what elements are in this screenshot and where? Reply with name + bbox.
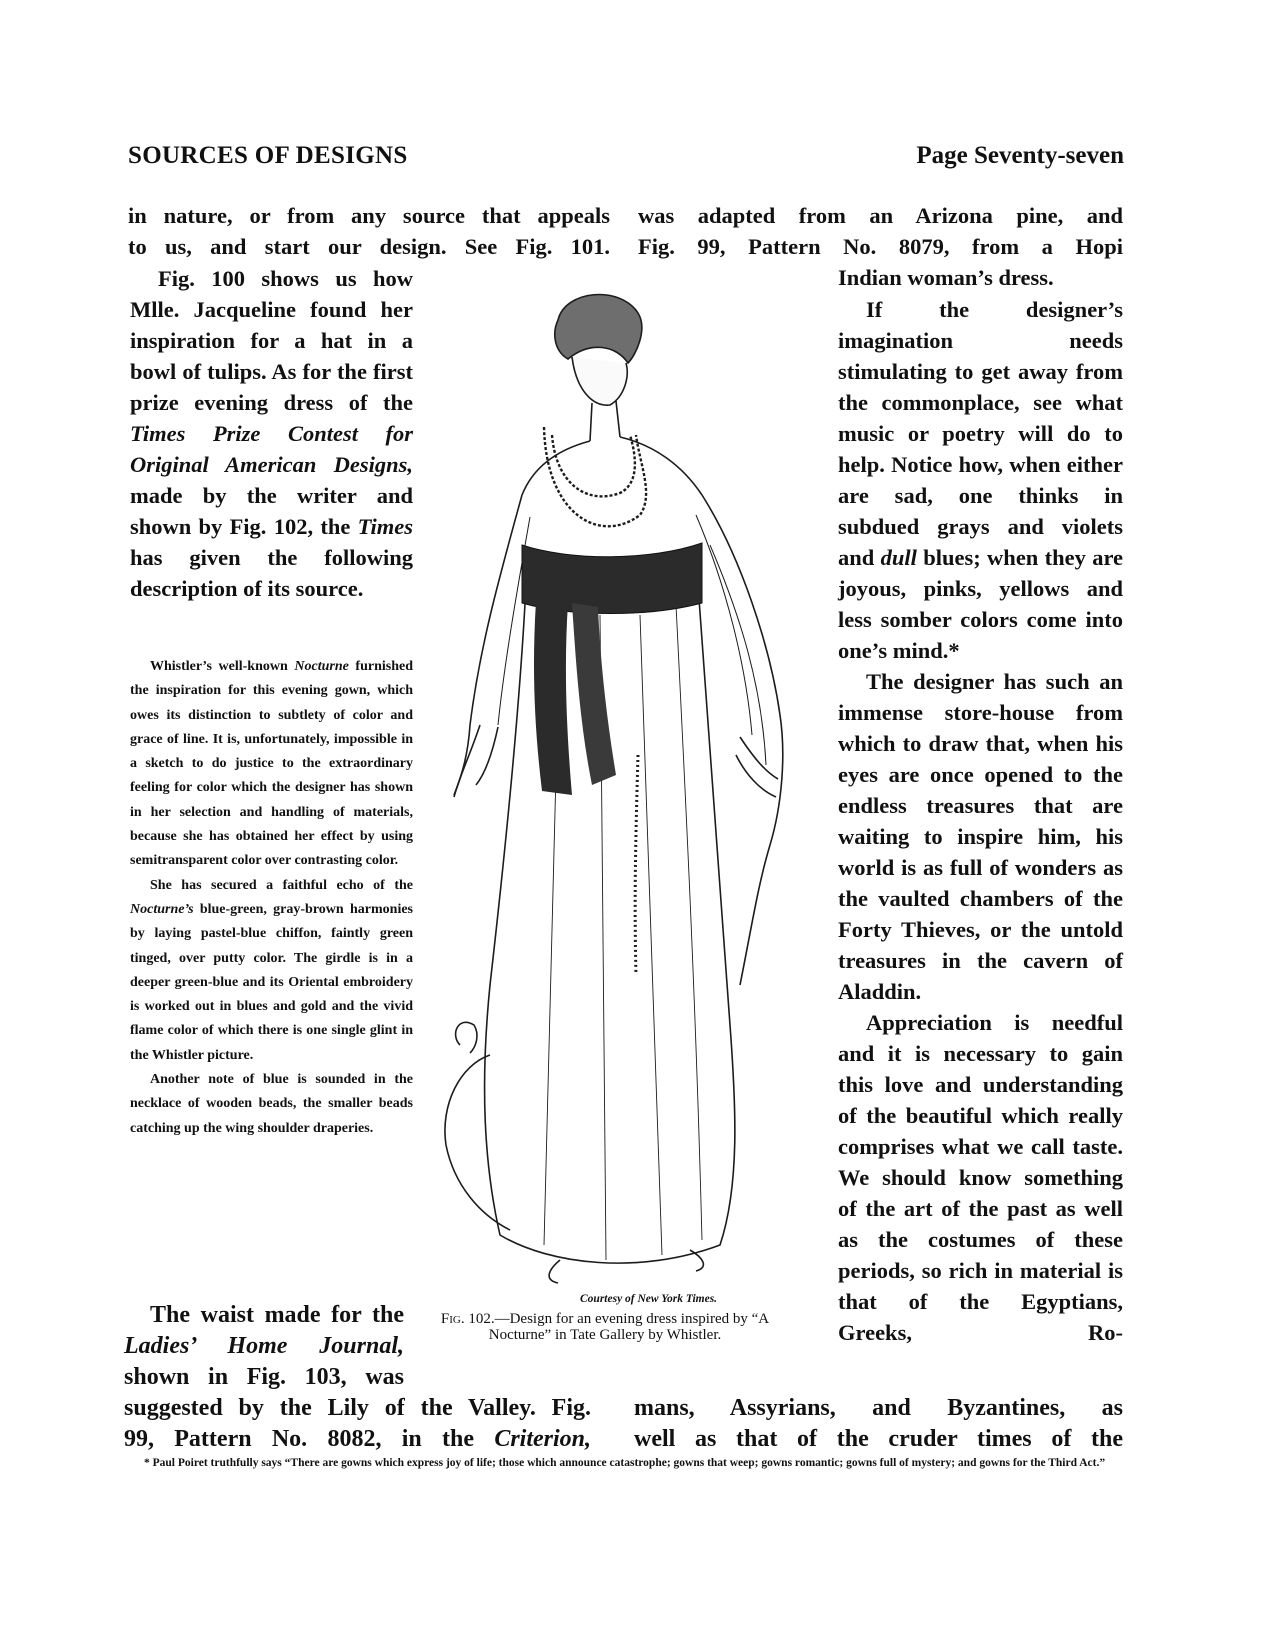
sash-tail-right	[572, 603, 616, 785]
sash-tail-left	[534, 601, 572, 795]
right-para-2: The designer has such an immense store-house from which to draw that, when his eyes are once opened to the endless treasures that are waiting to inspire him, his world is as full of wonders as the vaulted chambers of the Forty Thieves, or the untold treasures in the cavern of Aladdin.	[838, 669, 1123, 1004]
bottom-left-wide	[124, 1393, 591, 1455]
top-right-line-1: was adapted from an Arizona pine, and	[638, 203, 1123, 228]
figure-102	[440, 285, 820, 1343]
top-left-line-1: in nature, or from any source that appeals	[128, 203, 610, 228]
bottom-right-line-1: mans, Assyrians, and Byzantines, as	[634, 1395, 1123, 1421]
top-right-line-2: Fig. 99, Pattern No. 8079, from a Hopi	[638, 234, 1123, 259]
page-number: Page Seventy-seven	[916, 142, 1124, 169]
left-para-italic-1: Times Prize Contest for Original American Designs,	[130, 421, 413, 477]
quote-1-italic: Nocturne	[294, 659, 349, 674]
left-para-text-2: made by the writer and shown by Fig. 102, the	[130, 483, 413, 539]
quote-paragraph-2	[130, 874, 413, 1068]
figure-caption	[428, 1311, 782, 1343]
quote-1a: Whistler’s well-known	[150, 659, 288, 674]
bottom-right-line-2: well as that of the cruder times of the	[634, 1426, 1123, 1452]
journal-title: Ladies’ Home Journal,	[124, 1333, 404, 1359]
figure-credit: Courtesy of New York Times.	[580, 1293, 718, 1305]
quote-paragraph-3: Another note of blue is sounded in the necklace of wooden beads, the smaller beads catching up the wing shoulder draperies.	[130, 1072, 413, 1136]
bottom-left-line-4: suggested by the Lily of the Valley. Fig.	[124, 1395, 591, 1421]
bottom-left-line-2	[124, 1331, 404, 1362]
bottom-left-line-1: The waist made for the	[150, 1302, 404, 1328]
running-head-title: SOURCES OF DESIGNS	[128, 142, 408, 169]
quote-2b: blue-green, gray-brown harmonies by laying pastel-blue chiffon, faintly green tinged, over putty color. The girdle is in a deeper green-blue and its Oriental embroidery is worked out in blues and gold and the vivid flame color of which there is one single glint in the Whistler picture.	[130, 901, 413, 1063]
bottom-left-narrow	[124, 1300, 404, 1393]
left-paragraph	[130, 263, 413, 604]
right-column	[838, 294, 1123, 1348]
right-para-1	[838, 294, 1123, 666]
right-para-1-italic: dull	[880, 545, 917, 570]
criterion-title: Criterion,	[494, 1426, 592, 1452]
quote-2a: She has secured a faithful echo of the	[150, 877, 413, 893]
bottom-right-wide	[634, 1393, 1123, 1455]
top-right-lines	[638, 200, 1123, 293]
quoted-description	[130, 655, 413, 1141]
right-para-1-end: blues; when they are joyous, pinks, yellows and less somber colors come into one’s mind.*	[838, 545, 1124, 663]
top-left-lines	[128, 200, 610, 262]
right-para-3: Appreciation is needful and it is necessary to gain this love and understanding of the beautiful which really comprises what we call taste. We should know something of the art of the past as well as the costumes of these periods, so rich in material is that of the Egyptians, Greeks, Ro-	[838, 1010, 1123, 1345]
evening-gown-illustration	[440, 285, 820, 1325]
right-para-1-text: If the designer’s imagination needs stimulating to get away from the commonplace, see what music or poetry will do to help. Notice how, when either are sad, one thinks in subdued grays and violets and	[838, 297, 1123, 570]
footnote: * Paul Poiret truthfully says “There are gowns which express joy of life; those which announce catastrophe; gowns that weep; gowns romantic; gowns full of mystery; and gowns for the Third Act.”	[144, 1457, 1106, 1469]
bottom-left-line-5a: 99, Pattern No. 8082, in the	[124, 1426, 475, 1452]
left-para-italic-2: Times	[357, 514, 413, 539]
quote-2-italic: Nocturne’s	[130, 901, 194, 917]
bottom-left-line-5	[124, 1424, 591, 1455]
left-para-text-1: Fig. 100 shows us how Mlle. Jacqueline found her inspiration for a hat in a bowl of tulips. As for the first prize evening dress of the	[130, 266, 413, 415]
quote-1b: furnished the inspiration for this evening gown, which owes its distinction to subtlety of color and grace of line. It is, unfortunately, impossible in a sketch to do justice to the extraordinary feeling for color which the designer has shown in her selection and handling of materials, because she has obtained her effect by using semitransparent color over contrasting color.	[130, 659, 413, 869]
figure-caption-text: —Design for an evening dress inspired by “A Nocturne” in Tate Gallery by Whistler.	[488, 1311, 770, 1343]
quote-paragraph-1	[130, 655, 413, 874]
bottom-left-line-3: shown in Fig. 103, was	[124, 1364, 404, 1390]
top-right-line-3: Indian woman’s dress.	[838, 265, 1054, 290]
left-para-text-3: has given the following description of its source.	[130, 545, 413, 601]
top-left-line-2: to us, and start our design. See Fig. 101.	[128, 234, 610, 259]
figure-caption-label: Fig. 102.	[440, 1311, 495, 1327]
